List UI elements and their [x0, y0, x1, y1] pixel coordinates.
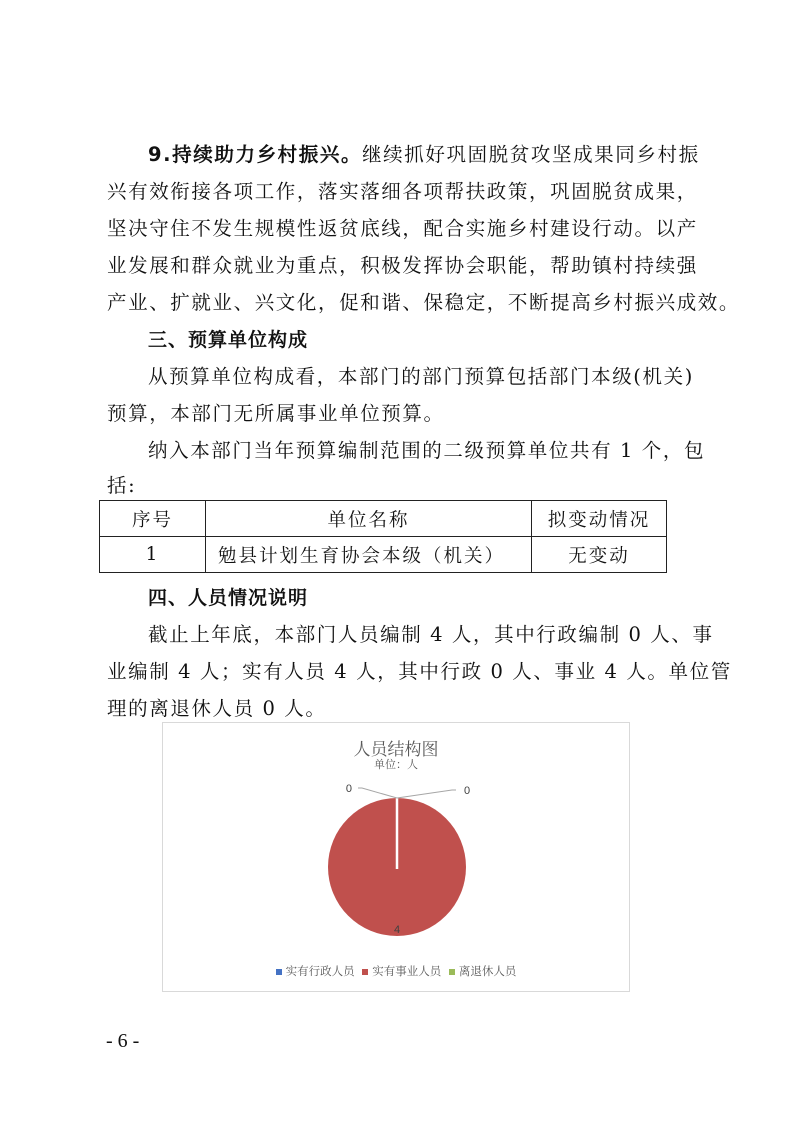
table-header-row [100, 501, 667, 537]
cell-index: 1 [100, 537, 206, 573]
section3-para1-line-2: 预算，本部门无所属事业单位预算。 [107, 402, 445, 425]
section3-para1-line-1: 从预算单位构成看，本部门的部门预算包括部门本级(机关) [148, 365, 694, 388]
legend-item-retired [449, 963, 517, 979]
section3-para2-line-1: 纳入本部门当年预算编制范围的二级预算单位共有 1 个，包 [148, 439, 706, 462]
page-number: - 6 - [106, 1030, 140, 1052]
legend-label-institution: 实有事业人员 [372, 964, 442, 978]
legend-item-admin [276, 963, 355, 979]
section4-line-2: 业编制 4 人；实有人员 4 人，其中行政 0 人、事业 4 人。单位管 [107, 660, 732, 683]
item9-bold-lead: 9.持续助力乡村振兴。 [148, 143, 363, 166]
chart-subtitle: 单位：人 [374, 758, 418, 771]
data-label-institution: 4 [393, 924, 401, 936]
legend-label-admin: 实有行政人员 [285, 964, 355, 978]
item9-line-3: 坚决守住不发生规模性返贫底线，配合实施乡村建设行动。以产 [107, 217, 698, 240]
section4-heading: 四、人员情况说明 [148, 587, 309, 609]
item9-line-4: 业发展和群众就业为重点，积极发挥协会职能，帮助镇村持续强 [107, 254, 698, 277]
table-row [100, 537, 667, 573]
legend-swatch-institution [362, 969, 368, 975]
header-index: 序号 [100, 501, 206, 537]
chart-title: 人员结构图 [353, 740, 439, 760]
section4-line-1: 截止上年底，本部门人员编制 4 人，其中行政编制 0 人、事 [148, 623, 714, 646]
legend-swatch-retired [449, 969, 455, 975]
section4-line-3: 理的离退休人员 0 人。 [107, 697, 327, 720]
item9-line-5: 产业、扩就业、兴文化，促和谐、保稳定，不断提高乡村振兴成效。 [107, 291, 741, 314]
cell-unit-name: 勉县计划生育协会本级（机关） [206, 537, 532, 573]
data-label-admin: 0 [345, 783, 352, 795]
item9-line-2: 兴有效衔接各项工作，落实落细各项帮扶政策，巩固脱贫成果， [107, 180, 698, 203]
section3-para2-line-2: 括: [107, 474, 137, 497]
section3-heading: 三、预算单位构成 [148, 329, 309, 351]
budget-units-table [99, 500, 667, 573]
legend-label-retired: 离退休人员 [458, 964, 517, 978]
chart-legend [163, 963, 629, 979]
item9-text: 继续抓好巩固脱贫攻坚成果同乡村振 [362, 143, 700, 166]
leader-line-retired [397, 790, 456, 798]
legend-swatch-admin [276, 969, 282, 975]
personnel-pie-chart [162, 722, 630, 992]
cell-change: 无变动 [532, 537, 667, 573]
item9-line-1 [148, 143, 700, 167]
header-unit-name: 单位名称 [206, 501, 532, 537]
header-change: 拟变动情况 [532, 501, 667, 537]
data-label-retired: 0 [464, 785, 471, 797]
leader-line-admin [358, 788, 397, 798]
legend-item-institution [362, 963, 441, 979]
